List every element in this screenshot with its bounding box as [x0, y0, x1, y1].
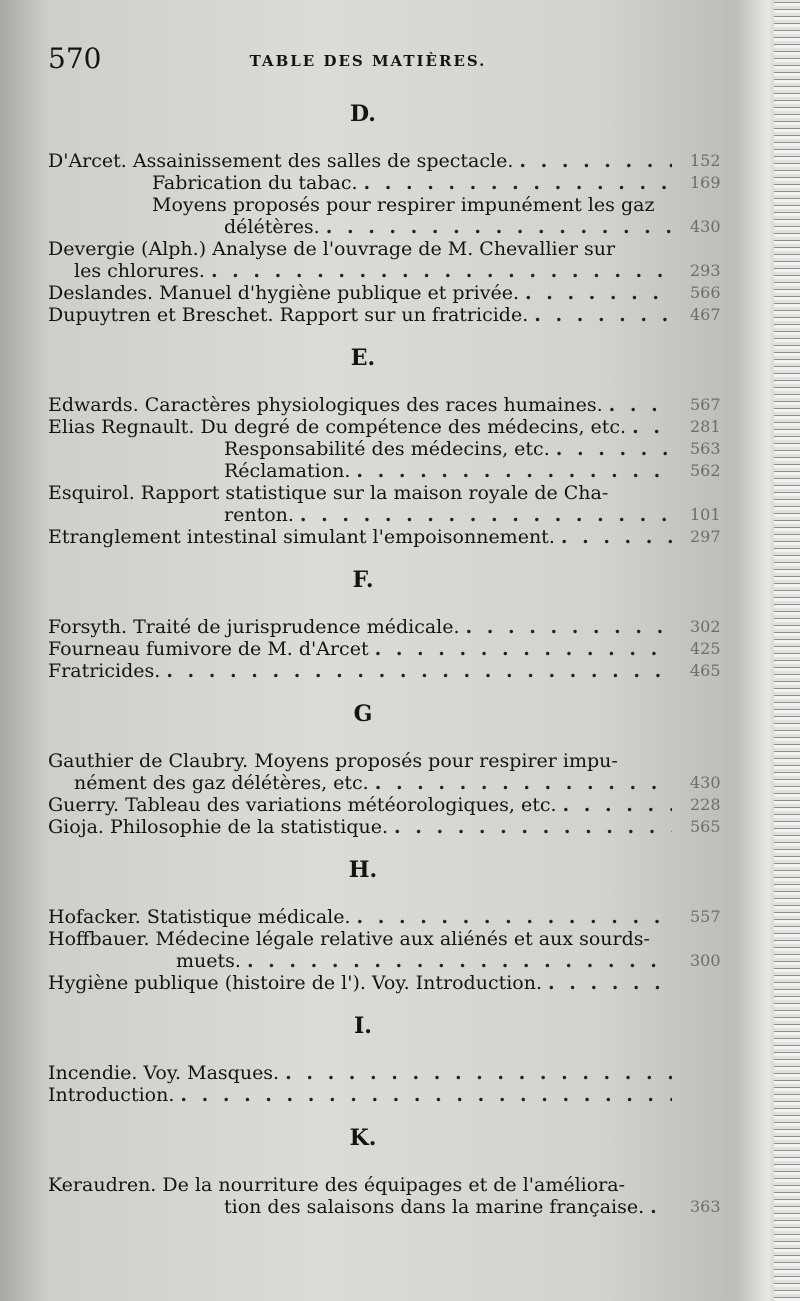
toc-entry: [48, 216, 721, 238]
page-reference: 425: [690, 639, 721, 658]
toc-entry: [48, 304, 721, 326]
dot-leader: [300, 504, 672, 526]
page-reference: 562: [690, 461, 721, 480]
dot-leader: [534, 304, 672, 326]
dot-leader: [356, 460, 672, 482]
dot-leader: [556, 438, 672, 460]
dot-leader: [211, 260, 672, 282]
table-of-contents: [48, 100, 721, 1218]
entry-text: Hoffbauer. Médecine légale relative aux aliénés et aux sourds-: [48, 928, 650, 950]
dot-leader: [357, 906, 672, 928]
dot-leader: [364, 172, 672, 194]
section-letter: E.: [350, 345, 376, 371]
entry-text: Incendie. Voy. Masques.: [48, 1062, 280, 1084]
page-reference: 302: [690, 617, 721, 636]
dot-leader: [166, 660, 672, 682]
toc-entry: [48, 1084, 678, 1106]
dot-leader: [561, 526, 672, 548]
entry-text: Devergie (Alph.) Analyse de l'ouvrage de M. Chevallier sur: [48, 238, 616, 260]
toc-entry: [48, 260, 721, 282]
page-reference: 567: [690, 395, 721, 414]
page-reference: 430: [690, 217, 721, 236]
entry-text: Elias Regnault. Du degré de compétence des médecins, etc.: [48, 416, 627, 438]
dot-leader: [548, 972, 672, 994]
toc-entry: [48, 504, 721, 526]
section-letter: D.: [350, 101, 376, 127]
page-reference: 565: [690, 817, 721, 836]
dot-leader: [632, 416, 672, 438]
dot-leader: [609, 394, 672, 416]
page-reference: 465: [690, 661, 721, 680]
dot-leader: [375, 772, 672, 794]
page-reference: 430: [690, 773, 721, 792]
toc-entry: [48, 416, 721, 438]
entry-text: D'Arcet. Assainissement des salles de spectacle.: [48, 150, 514, 172]
page-reference: 363: [690, 1197, 721, 1216]
dot-leader: [394, 816, 672, 838]
entry-text: Hygiène publique (histoire de l'). Voy. Introduction.: [48, 972, 543, 994]
entry-text: renton.: [224, 504, 294, 526]
dot-leader: [285, 1062, 672, 1084]
page-reference: 557: [690, 907, 721, 926]
toc-entry: [48, 638, 721, 660]
toc-entry: [48, 1196, 721, 1218]
toc-entry: [48, 928, 678, 950]
entry-text: Responsabilité des médecins, etc.: [224, 438, 550, 460]
section-letter: H.: [348, 857, 378, 883]
entry-text: Moyens proposés pour respirer impunément les gaz: [152, 194, 655, 216]
toc-entry: [48, 526, 721, 548]
toc-entry: [48, 950, 721, 972]
toc-entry: [48, 150, 721, 172]
dot-leader: [519, 150, 672, 172]
toc-entry: [48, 750, 678, 772]
toc-entry: [48, 816, 721, 838]
toc-entry: [48, 794, 721, 816]
page-reference: 467: [690, 305, 721, 324]
entry-text: Réclamation.: [224, 460, 351, 482]
dot-leader: [563, 794, 672, 816]
dot-leader: [326, 216, 672, 238]
toc-entry: [48, 438, 721, 460]
entry-text: Gauthier de Claubry. Moyens proposés pour respirer impu-: [48, 750, 618, 772]
page-reference: 297: [690, 527, 721, 546]
entry-text: Keraudren. De la nourriture des équipages et de l'améliora-: [48, 1174, 626, 1196]
entry-text: Fratricides.: [48, 660, 161, 682]
entry-text: Forsyth. Traité de jurisprudence médicale.: [48, 616, 460, 638]
toc-entry: [48, 394, 721, 416]
toc-entry: [48, 460, 721, 482]
toc-entry: [48, 772, 721, 794]
dot-leader: [247, 950, 672, 972]
toc-entry: [48, 616, 721, 638]
toc-entry: [48, 194, 678, 216]
toc-entry: [48, 282, 721, 304]
running-title: TABLE DES MATIÈRES.: [249, 52, 487, 70]
entry-text: Dupuytren et Breschet. Rapport sur un fratricide.: [48, 304, 529, 326]
entry-text: Edwards. Caractères physiologiques des races humaines.: [48, 394, 603, 416]
page-reference: 169: [690, 173, 721, 192]
page-reference: 152: [690, 151, 721, 170]
toc-entry: [48, 1062, 678, 1084]
page-reference: 293: [690, 261, 721, 280]
entry-text: Fabrication du tabac.: [152, 172, 358, 194]
page-reference: 566: [690, 283, 721, 302]
page-header: [48, 42, 688, 82]
toc-entry: [48, 238, 678, 260]
toc-entry: [48, 972, 678, 994]
page-reference: 228: [690, 795, 721, 814]
toc-entry: [48, 172, 721, 194]
section-letter: K.: [349, 1125, 377, 1151]
entry-text: les chlorures.: [74, 260, 205, 282]
page-number: 570: [48, 42, 102, 75]
entry-text: Esquirol. Rapport statistique sur la maison royale de Cha-: [48, 482, 609, 504]
entry-text: Deslandes. Manuel d'hygiène publique et privée.: [48, 282, 519, 304]
dot-leader: [525, 282, 672, 304]
entry-text: nément des gaz délétères, etc.: [74, 772, 369, 794]
entry-text: tion des salaisons dans la marine française.: [224, 1196, 645, 1218]
section-letter: G: [353, 701, 373, 727]
entry-text: Guerry. Tableau des variations météorologiques, etc.: [48, 794, 557, 816]
entry-text: Fourneau fumivore de M. d'Arcet: [48, 638, 369, 660]
entry-text: Hofacker. Statistique médicale.: [48, 906, 351, 928]
dot-leader: [650, 1196, 672, 1218]
entry-text: délétères.: [224, 216, 320, 238]
entry-text: muets.: [176, 950, 241, 972]
section-letter: I.: [354, 1013, 372, 1039]
page-reference: 563: [690, 439, 721, 458]
page-reference: 281: [690, 417, 721, 436]
toc-entry: [48, 660, 721, 682]
dot-leader: [466, 616, 672, 638]
page-reference: 101: [690, 505, 721, 524]
entry-text: Introduction.: [48, 1084, 175, 1106]
dot-leader: [180, 1084, 672, 1106]
page-edge: [774, 0, 800, 1301]
toc-entry: [48, 906, 721, 928]
entry-text: Gioja. Philosophie de la statistique.: [48, 816, 389, 838]
entry-text: Etranglement intestinal simulant l'empoisonnement.: [48, 526, 555, 548]
section-letter: F.: [352, 567, 374, 593]
toc-entry: [48, 482, 678, 504]
dot-leader: [375, 638, 672, 660]
page-reference: 300: [690, 951, 721, 970]
toc-entry: [48, 1174, 678, 1196]
